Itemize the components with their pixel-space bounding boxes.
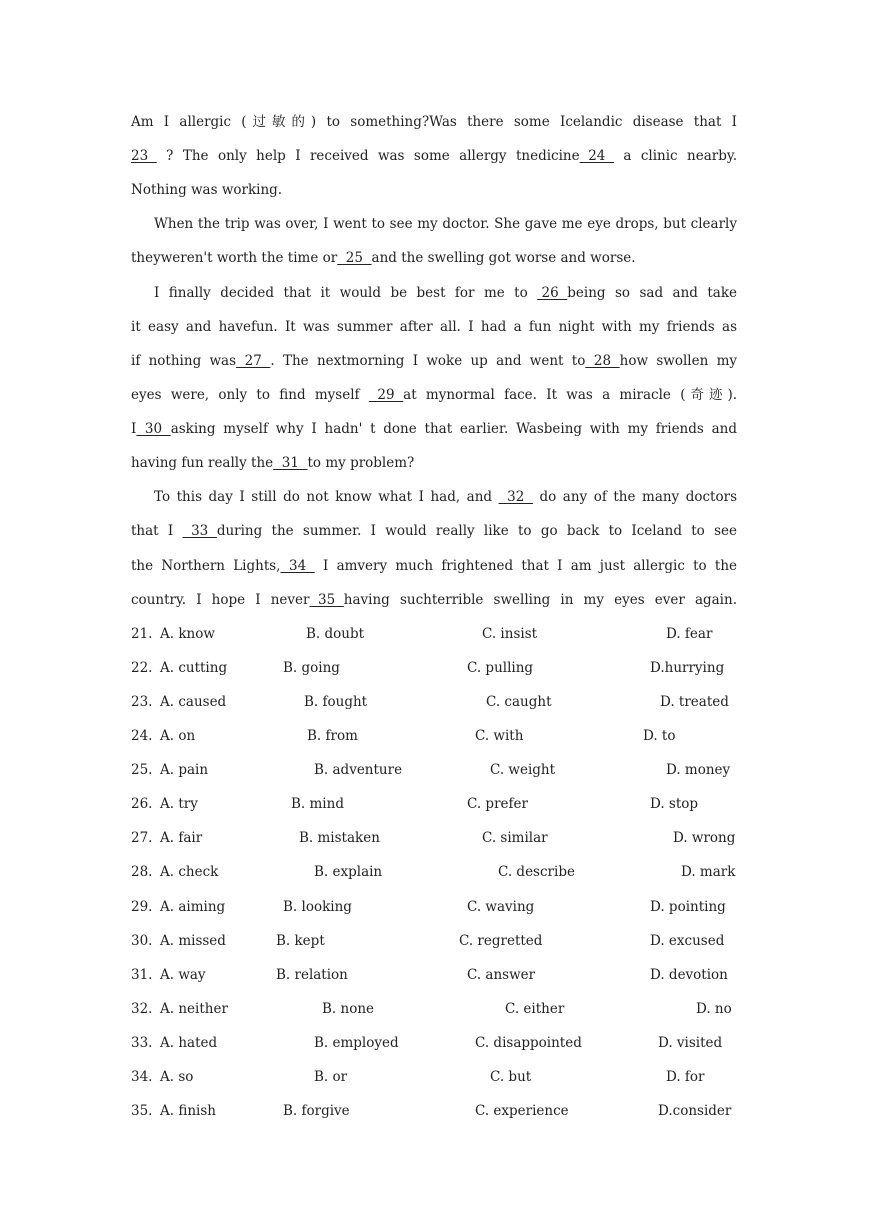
option-d: D. treated [660, 694, 729, 711]
passage-text: how swollen my [619, 353, 738, 369]
question-number: 22. [131, 660, 153, 677]
option-d: D. stop [650, 796, 699, 813]
question-number: 21. [131, 626, 153, 642]
passage-line [131, 521, 737, 541]
option-a: A. caused [160, 694, 227, 711]
question-number: 26. [131, 796, 153, 813]
option-d: D. visited [658, 1034, 723, 1051]
passage-line [131, 351, 737, 371]
passage-text: do any of the many doctors [532, 489, 737, 505]
passage-line [131, 453, 737, 473]
option-b: B. explain [314, 864, 383, 881]
option-d: D. to [643, 728, 676, 745]
option-b: B. forgive [283, 1102, 350, 1119]
passage-text: I amvery much frightened that I am just allergic to the [314, 558, 738, 574]
passage-line [131, 146, 737, 166]
question-row [131, 828, 737, 848]
passage-text: I [131, 421, 137, 437]
option-b: B. going [283, 660, 340, 677]
answer-blank: 31 [273, 455, 308, 471]
option-c: C. similar [482, 830, 548, 847]
passage-line [131, 590, 737, 610]
question-number: 33. [131, 1034, 153, 1051]
option-b: B. mind [291, 796, 344, 813]
question-row [131, 965, 737, 985]
answer-blank: 32 [498, 489, 533, 505]
question-row [131, 1067, 737, 1087]
option-d: D. no [696, 1000, 732, 1017]
passage-text: at mynormal face. It was a miracle (奇迹). [403, 387, 737, 403]
question-row [131, 692, 737, 712]
passage-text: a clinic nearby. [613, 148, 737, 164]
passage-text: . The nextmorning I woke up and went to [270, 353, 586, 369]
option-d: D. money [666, 762, 731, 779]
question-row [131, 931, 737, 951]
question-number: 23. [131, 694, 153, 711]
answer-blank: 33 [182, 523, 217, 539]
option-b: B. or [314, 1068, 348, 1085]
passage-text: asking myself why I hadn' t done that earlier. Wasbeing with my friends and [170, 421, 737, 437]
option-c: C. with [475, 728, 524, 745]
option-d: D. mark [681, 864, 736, 881]
passage-text: the Northern Lights, [131, 558, 281, 574]
option-b: B. none [322, 1000, 375, 1017]
option-d: D. pointing [650, 898, 726, 915]
question-number: 24. [131, 728, 153, 745]
question-row [131, 760, 737, 780]
option-b: B. relation [276, 966, 348, 983]
question-number: 32. [131, 1000, 153, 1017]
option-a: A. way [160, 966, 206, 983]
passage-text: country. I hope I never [131, 592, 310, 608]
passage-line [131, 385, 737, 405]
option-b: B. from [307, 728, 358, 745]
answer-blank: 29 [368, 387, 404, 403]
passage-line [131, 556, 737, 576]
question-row [131, 1101, 737, 1121]
answer-blank: 30 [136, 421, 171, 437]
option-d: D. devotion [650, 966, 728, 983]
passage-text: Am I allergic (过敏的) to something?Was there some Icelandic disease that I [131, 114, 737, 130]
option-a: A. finish [160, 1102, 216, 1119]
option-c: C. but [490, 1068, 532, 1085]
option-b: B. fought [304, 694, 368, 711]
passage-line [131, 180, 737, 200]
option-a: A. fair [160, 830, 203, 847]
passage-text: I finally decided that it would be best for me to [154, 285, 538, 301]
passage-text: When the trip was over, I went to see my doctor. She gave me eye drops, but clearly [154, 216, 737, 232]
option-d: D. fear [666, 626, 713, 642]
option-d: D. for [666, 1068, 705, 1085]
passage-line [131, 112, 737, 132]
question-row [131, 624, 737, 644]
option-a: A. check [160, 864, 219, 881]
answer-blank: 35 [309, 592, 344, 608]
passage-line [131, 283, 737, 303]
option-a: A. neither [160, 1000, 228, 1017]
passage-text: being so sad and take [567, 285, 737, 301]
question-row [131, 999, 737, 1019]
passage-text: To this day I still do not know what I had, and [154, 489, 499, 505]
option-a: A. missed [160, 932, 226, 949]
option-c: C. describe [498, 864, 575, 881]
answer-blank: 28 [585, 353, 620, 369]
passage-text: eyes were, only to find myself [131, 387, 369, 403]
question-number: 27. [131, 830, 153, 847]
passage-text: during the summer. I would really like to go back to Iceland to see [216, 523, 737, 539]
option-b: B. adventure [314, 762, 403, 779]
option-d: D. wrong [673, 830, 736, 847]
option-a: A. try [160, 796, 198, 813]
option-d: D.consider [658, 1102, 732, 1119]
option-b: B. doubt [306, 626, 365, 642]
passage-text: Nothing was working. [131, 182, 283, 198]
option-b: B. kept [276, 932, 325, 949]
option-a: A. know [160, 626, 215, 642]
option-a: A. on [160, 728, 196, 745]
passage-line [131, 317, 737, 337]
answer-blank: 26 [537, 285, 568, 301]
option-c: C. regretted [459, 932, 543, 949]
question-number: 28. [131, 864, 153, 881]
passage-text: theyweren't worth the time or [131, 250, 338, 266]
passage-text: it easy and havefun. It was summer after all. I had a fun night with my friends as [131, 319, 737, 335]
option-c: C. insist [482, 626, 538, 642]
option-a: A. hated [160, 1034, 218, 1051]
option-a: A. pain [160, 762, 209, 779]
option-c: C. experience [475, 1102, 569, 1119]
question-number: 29. [131, 898, 153, 915]
question-number: 25. [131, 762, 153, 779]
option-c: C. disappointed [475, 1034, 582, 1051]
option-c: C. pulling [467, 660, 534, 677]
option-d: D. excused [650, 932, 725, 949]
option-c: C. weight [490, 762, 556, 779]
option-a: A. cutting [160, 660, 228, 677]
option-c: C. either [505, 1000, 565, 1017]
answer-blank: 27 [236, 353, 271, 369]
question-row [131, 897, 737, 917]
passage-text: that I [131, 523, 183, 539]
option-d: D.hurrying [650, 660, 725, 677]
answer-blank: 25 [337, 250, 372, 266]
question-row [131, 794, 737, 814]
option-a: A. so [160, 1068, 194, 1085]
passage-text: if nothing was [131, 353, 237, 369]
option-b: B. mistaken [299, 830, 380, 847]
passage-text: ? The only help I received was some allergy tnedicine [156, 148, 580, 164]
question-row [131, 862, 737, 882]
passage-text: having suchterrible swelling in my eyes ever again. [343, 592, 737, 608]
answer-blank: 34 [280, 558, 315, 574]
option-c: C. caught [486, 694, 552, 711]
option-b: B. looking [283, 898, 352, 915]
question-number: 30. [131, 932, 153, 949]
option-b: B. employed [314, 1034, 399, 1051]
option-a: A. aiming [160, 898, 226, 915]
answer-blank: 24 [579, 148, 614, 164]
option-c: C. waving [467, 898, 535, 915]
passage-text: having fun really the [131, 455, 274, 471]
answer-blank: 23 [131, 148, 157, 164]
passage-line [131, 419, 737, 439]
option-c: C. prefer [467, 796, 528, 813]
question-row [131, 1033, 737, 1053]
passage-text: to my problem? [307, 455, 415, 471]
question-row [131, 658, 737, 678]
passage-line [131, 487, 737, 507]
question-number: 31. [131, 966, 153, 983]
question-number: 35. [131, 1102, 153, 1119]
passage-line [131, 248, 737, 268]
question-number: 34. [131, 1068, 153, 1085]
passage-line [131, 214, 737, 234]
option-c: C. answer [467, 966, 536, 983]
question-row [131, 726, 737, 746]
passage-text: and the swelling got worse and worse. [371, 250, 636, 266]
